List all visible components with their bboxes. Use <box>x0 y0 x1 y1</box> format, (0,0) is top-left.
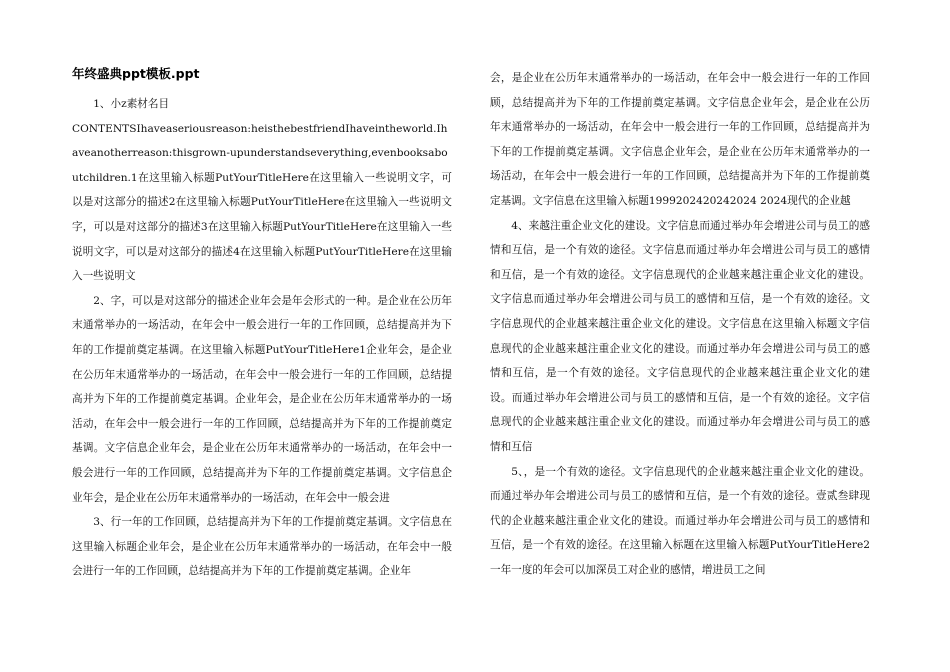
paragraph-4: 4、来越注重企业文化的建设。文字信息而通过举办年会增进公司与员工的感情和互信，是一个有效的途径。文字信息而通过举办年会增进公司与员工的感情和互信，是一个有效的途径。文字信息现代的企业越来越注重企业文化的建设。文字信息而通过举办年会增进公司与员工的感情和互信，是一个有效的途径。文字信息现代的企业越来越注重企业文化的建设。文字信息在这里输入标题文字信息现代的企业越来越注重企业文化的建设。而通过举办年会增进公司与员工的感情和互信，是一个有效的途径。文字信息现代的企业越来越注重企业文化的建设。而通过举办年会增进公司与员工的感情和互信，是一个有效的途径。文字信息现代的企业越来越注重企业文化的建设。而通过举办年会增进公司与员工的感情和互信 <box>490 219 870 453</box>
paragraph-2: 2、字，可以是对这部分的描述企业年会是年会形式的一种。是企业在公历年末通常举办的一场活动，在年会中一般会进行一年的工作回顾，总结提高并为下年的工作提前奠定基调。在这里输入标题PutYourTitleHere1企业年会，是企业在公历年末通常举办的一场活动，在年会中一般会进行一年的工作回顾，总结提高并为下年的工作提前奠定基调。企业年会，是企业在公历年末通常举办的一场活动，在年会中一般会进行一年的工作回顾，总结提高并为下年的工作提前奠定基调。文字信息企业年会，是企业在公历年末通常举办的一场活动，在年会中一般会进行一年的工作回顾，总结提高并为下年的工作提前奠定基调。文字信息企业年会，是企业在公历年末通常举办的一场活动，在年会中一般会进 <box>72 294 452 504</box>
right-column <box>490 66 870 582</box>
paragraph-5: 5、，是一个有效的途径。文字信息现代的企业越来越注重企业文化的建设。而通过举办年会增进公司与员工的感情和互信，是一个有效的途径。壹贰叁肆现代的企业越来越注重企业文化的建设。而通过举办年会增进公司与员工的感情和互信，是一个有效的途径。在这里输入标题在这里输入标题PutYourTitleHere2一年一度的年会可以加深员工对企业的感情，增进员工之间 <box>490 465 870 576</box>
paragraph-1: 1、小z素材名目 <box>93 98 170 110</box>
paragraph-contents: CONTENTSIhaveaseriousreason:heisthebestfriendIhaveintheworld.Ihaveanotherreason:thisgrown-upunderstandseverything,evenbooksaboutchildren.1在这里输入标题PutYourTitleHere在这里输入一些说明文字，可以是对这部分的描述2在这里输入标题PutYourTitleHere在这里输入一些说明文字，可以是对这部分的描述3在这里输入标题PutYourTitleHere在这里输入一些说明文字，可以是对这部分的描述4在这里输入标题PutYourTitleHere在这里输入一些说明文 <box>72 122 452 283</box>
paragraph-3: 3、行一年的工作回顾，总结提高并为下年的工作提前奠定基调。文字信息在这里输入标题企业年会，是企业在公历年末通常举办的一场活动，在年会中一般会进行一年的工作回顾，总结提高并为下年的工作提前奠定基调。企业年 <box>72 516 452 578</box>
document-title: 年终盛典ppt模板.ppt <box>72 66 200 81</box>
paragraph-3-continued: 会，是企业在公历年末通常举办的一场活动，在年会中一般会进行一年的工作回顾，总结提高并为下年的工作提前奠定基调。文字信息企业年会，是企业在公历年末通常举办的一场活动，在年会中一般会进行一年的工作回顾，总结提高并为下年的工作提前奠定基调。文字信息企业年会，是企业在公历年末通常举办的一场活动，在年会中一般会进行一年的工作回顾，总结提高并为下年的工作提前奠定基调。文字信息在这里输入标题1999202420242024 2024现代的企业越 <box>490 72 870 207</box>
left-column <box>72 66 452 584</box>
